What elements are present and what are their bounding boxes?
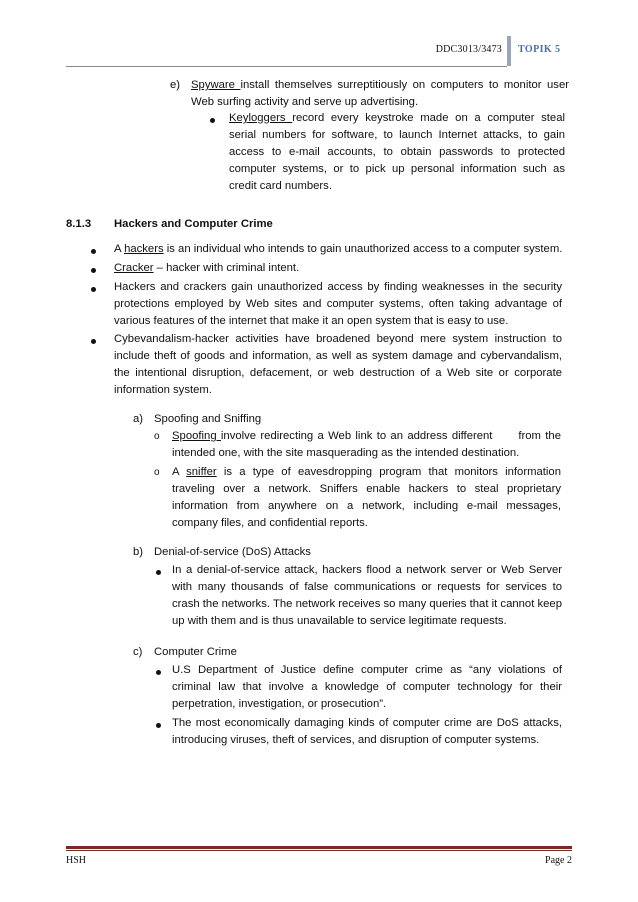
bullet-prefix: A — [114, 243, 125, 255]
spyware-term: Spyware — [191, 79, 241, 91]
topic-label: TOPIK 5 — [518, 44, 561, 55]
bullet-cybervandalism: Cybevandalism-hacker activities have broadened beyond mere system instruction to include theft of goods and information, as well as system damage and cybervandalism, the intentional disruption, defacement, or web destruction of a Web site or corporate information system. — [114, 333, 562, 396]
subsection-c-title: Computer Crime — [154, 646, 237, 658]
circle-bullet-icon: o — [154, 467, 160, 478]
course-code: DDC3013/3473 — [435, 44, 502, 55]
bullet-icon — [91, 339, 96, 344]
cracker-term: Cracker — [114, 262, 154, 274]
bullet-text: is an individual who intends to gain unauthorized access to a computer system. — [163, 243, 563, 255]
sniffer-text: is a type of eavesdropping program that monitors information traveling over a network. Sniffers enable hackers to steal proprietary information from anywhere on a network, including e-mail messages, company files, and confidential reports. — [172, 466, 561, 529]
subsection-c-marker: c) — [133, 646, 143, 658]
spyware-paragraph — [191, 77, 569, 111]
bullet-icon — [91, 268, 96, 273]
bullet-weaknesses: Hackers and crackers gain unauthorized access by finding weaknesses in the security protections employed by Web sites and computer systems, often taking advantage of various features of the internet that make it an open system that is easy to use. — [114, 281, 562, 327]
bullet-icon — [91, 249, 96, 254]
subsection-b-title: Denial-of-service (DoS) Attacks — [154, 546, 311, 558]
subsection-b-marker: b) — [133, 546, 144, 558]
damaging-crime-item: The most economically damaging kinds of computer crime are DoS attacks, introducing viruses, theft of services, and disruption of computer systems. — [172, 717, 562, 746]
hackers-term: hackers — [124, 243, 164, 255]
keyloggers-paragraph — [229, 110, 565, 195]
bullet-text: – hacker with criminal intent. — [153, 262, 300, 274]
keyloggers-text: record every keystroke made on a computer steal serial numbers for software, to launch Internet attacks, to gain access to e-mail accounts, to obtain passwords to protected computer systems, or to pick up personal information such as credit card numbers. — [229, 112, 565, 192]
spyware-marker: e) — [170, 79, 181, 91]
dos-item: In a denial-of-service attack, hackers flood a network server or Web Server with many thousands of false communications or requests for services to crash the networks. The network receives so many queries that it cannot keep up with them and is thus unavailable to service legitimate requests. — [172, 564, 562, 627]
bullet-icon — [91, 287, 96, 292]
bullet-hackers — [114, 241, 574, 258]
page-header — [0, 36, 638, 70]
subsection-a-marker: a) — [133, 413, 144, 425]
subsection-a-title: Spoofing and Sniffing — [154, 413, 262, 425]
bullet-icon — [156, 723, 161, 728]
spoofing-term: Spoofing — [172, 430, 221, 442]
keyloggers-term: Keyloggers — [229, 112, 293, 124]
section-number: 8.1.3 — [66, 218, 92, 230]
spoofing-item — [172, 428, 565, 462]
footer-rule-thin — [66, 850, 572, 851]
sniffer-term: sniffer — [186, 466, 217, 478]
header-rule — [66, 66, 507, 67]
bullet-icon — [210, 118, 215, 123]
spoofing-text: involve redirecting a Web link to an address different from the intended one, with the site masquerading as the intended destination. — [172, 430, 565, 459]
footer-author: HSH — [66, 855, 87, 866]
sniffer-prefix: A — [172, 466, 187, 478]
header-divider — [507, 36, 511, 66]
circle-bullet-icon: o — [154, 431, 160, 442]
spyware-text: install themselves surreptitiously on computers to monitor user Web surfing activity and serve up advertising. — [191, 79, 569, 108]
section-title: Hackers and Computer Crime — [114, 218, 273, 230]
sniffer-item — [172, 464, 561, 532]
page-number: Page 2 — [545, 855, 572, 866]
bullet-icon — [156, 570, 161, 575]
bullet-cracker — [114, 260, 574, 277]
bullet-icon — [156, 670, 161, 675]
doj-item: U.S Department of Justice define computer crime as “any violations of criminal law that involve a knowledge of computer technology for their perpetration, investigation, or prosecution”. — [172, 664, 562, 710]
footer-rule — [66, 846, 572, 849]
